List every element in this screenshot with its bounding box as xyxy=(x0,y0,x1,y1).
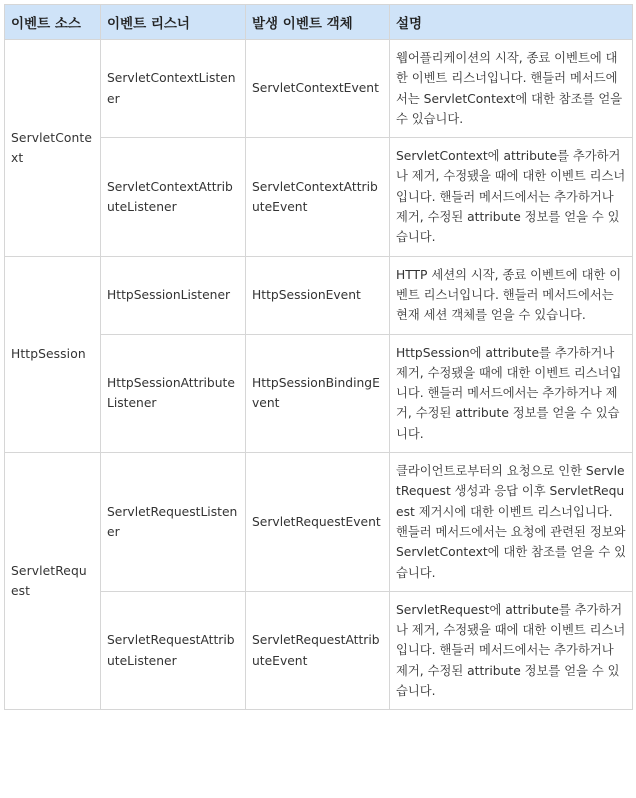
event-object-cell: ServletContextEvent xyxy=(246,40,390,138)
header-event-source: 이벤트 소스 xyxy=(5,5,101,40)
description-cell: 웹어플리케이션의 시작, 종료 이벤트에 대한 이벤트 리스너입니다. 핸들러 메서드에서는 ServletContext에 대한 참조를 얻을 수 있습니다. xyxy=(390,40,633,138)
event-source-cell: ServletRequest xyxy=(5,453,101,710)
description-cell: ServletRequest에 attribute를 추가하거나 제거, 수정됐을 때에 대한 이벤트 리스너입니다. 핸들러 메서드에서는 추가하거나 제거, 수정된 attribute 정보를 얻을 수 있습니다. xyxy=(390,591,633,709)
table-row xyxy=(5,453,633,592)
event-listener-cell: ServletRequestAttributeListener xyxy=(101,591,246,709)
table-row xyxy=(5,40,633,138)
event-object-cell: ServletContextAttributeEvent xyxy=(246,138,390,256)
description-cell: HTTP 세션의 시작, 종료 이벤트에 대한 이벤트 리스너입니다. 핸들러 메서드에서는 현재 세션 객체를 얻을 수 있습니다. xyxy=(390,256,633,334)
description-cell: 클라이언트로부터의 요청으로 인한 ServletRequest 생성과 응답 이후 ServletRequest 제거시에 대한 이벤트 리스너입니다. 핸들러 메서드에서는 요청에 관련된 정보와 ServletContext에 대한 참조를 얻을 수 있습니다. xyxy=(390,453,633,592)
event-listener-cell: HttpSessionListener xyxy=(101,256,246,334)
event-object-cell: HttpSessionBindingEvent xyxy=(246,334,390,452)
table-row xyxy=(5,256,633,334)
header-row xyxy=(5,5,633,40)
event-source-cell: ServletContext xyxy=(5,40,101,257)
event-listener-cell: ServletContextAttributeListener xyxy=(101,138,246,256)
event-listener-cell: HttpSessionAttributeListener xyxy=(101,334,246,452)
listener-table xyxy=(4,4,633,710)
header-description: 설명 xyxy=(390,5,633,40)
event-source-cell: HttpSession xyxy=(5,256,101,452)
event-object-cell: HttpSessionEvent xyxy=(246,256,390,334)
description-cell: ServletContext에 attribute를 추가하거나 제거, 수정됐을 때에 대한 이벤트 리스너입니다. 핸들러 메서드에서는 추가하거나 제거, 수정된 attribute 정보를 얻을 수 있습니다. xyxy=(390,138,633,256)
header-event-listener: 이벤트 리스너 xyxy=(101,5,246,40)
event-object-cell: ServletRequestEvent xyxy=(246,453,390,592)
event-object-cell: ServletRequestAttributeEvent xyxy=(246,591,390,709)
header-event-object: 발생 이벤트 객체 xyxy=(246,5,390,40)
description-cell: HttpSession에 attribute를 추가하거나 제거, 수정됐을 때에 대한 이벤트 리스너입니다. 핸들러 메서드에서는 추가하거나 제거, 수정된 attribute 정보를 얻을 수 있습니다. xyxy=(390,334,633,452)
event-listener-cell: ServletRequestListener xyxy=(101,453,246,592)
event-listener-cell: ServletContextListener xyxy=(101,40,246,138)
